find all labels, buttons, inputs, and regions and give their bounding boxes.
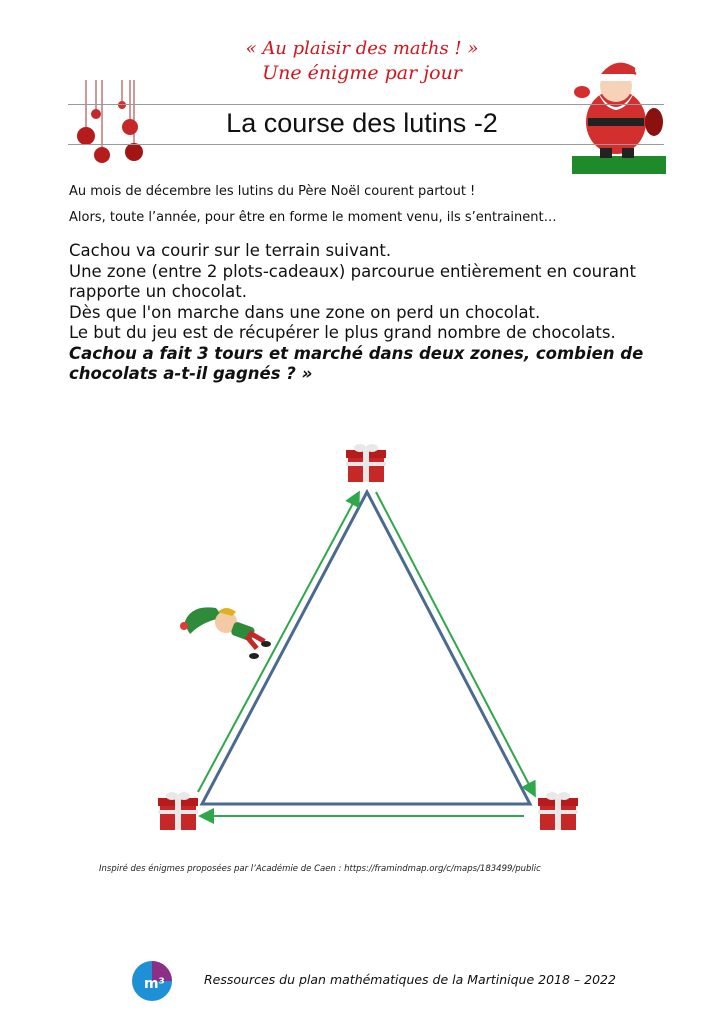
gift-icon (156, 788, 200, 832)
logo-label: m³ (144, 976, 165, 992)
question-line-1: Cachou a fait 3 tours et marché dans deux zones, combien de (69, 343, 644, 363)
logo-icon (130, 960, 176, 1002)
footer-text: Ressources du plan mathématiques de la Martinique 2018 – 2022 (204, 972, 616, 987)
elf-icon (180, 598, 276, 660)
body-p3: Dès que l'on marche dans une zone on perd un chocolat. (69, 302, 541, 322)
question-line-2: chocolats a-t-il gagnés ? » (69, 364, 313, 383)
problem-statement (69, 241, 679, 385)
page-title: La course des lutins -2 (226, 108, 498, 138)
header-rule-bottom (68, 144, 664, 145)
credit-line: Inspiré des énigmes proposées par l’Académie de Caen : https://framindmap.org/c/maps/183499/public (99, 864, 541, 874)
body-p4: Le but du jeu est de récupérer le plus grand nombre de chocolats. (69, 323, 616, 342)
gift-icon (344, 440, 388, 484)
header-rule-top (68, 104, 664, 105)
body-p2a: Une zone (entre 2 plots-cadeaux) parcourue entièrement en courant (69, 261, 636, 281)
header-line-2: Une énigme par jour (262, 62, 462, 84)
body-p2b: rapporte un chocolat. (69, 282, 247, 301)
intro-line-2: Alors, toute l’année, pour être en forme le moment venu, ils s’entrainent… (69, 210, 557, 225)
intro-line-1: Au mois de décembre les lutins du Père Noël courent partout ! (69, 184, 476, 199)
header-line-1: « Au plaisir des maths ! » (245, 38, 479, 59)
gift-icon (536, 788, 580, 832)
body-p1: Cachou va courir sur le terrain suivant. (69, 241, 392, 260)
arrow-right-side (376, 492, 534, 794)
